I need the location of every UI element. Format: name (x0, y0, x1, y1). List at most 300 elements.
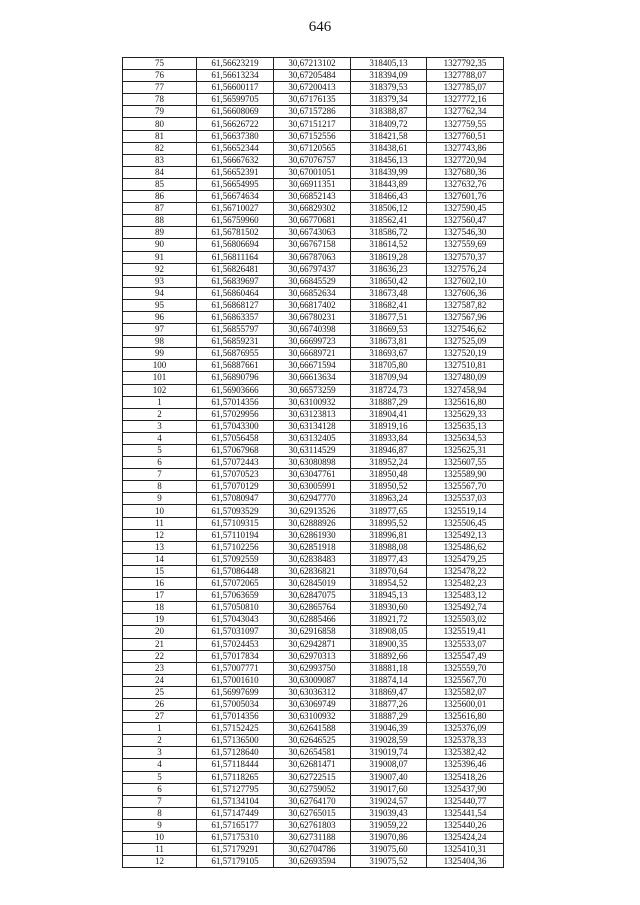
table-row (123, 239, 504, 251)
longitude-cell: 30,63114529 (274, 445, 351, 457)
x-coordinate-cell: 318995,52 (351, 517, 427, 529)
latitude-cell: 61,56759960 (197, 215, 274, 227)
y-coordinate-cell: 1325559,70 (427, 662, 504, 674)
longitude-cell: 30,63100932 (274, 396, 351, 408)
table-row (123, 553, 504, 565)
latitude-cell: 61,56859231 (197, 336, 274, 348)
x-coordinate-cell: 318466,43 (351, 191, 427, 203)
longitude-cell: 30,67120565 (274, 142, 351, 154)
point-number-cell: 1 (123, 723, 197, 735)
table-row (123, 529, 504, 541)
x-coordinate-cell: 318869,47 (351, 686, 427, 698)
y-coordinate-cell: 1325478,22 (427, 565, 504, 577)
x-coordinate-cell: 318950,52 (351, 481, 427, 493)
table-row (123, 578, 504, 590)
table-row (123, 58, 504, 70)
table-row (123, 178, 504, 190)
longitude-cell: 30,67200413 (274, 82, 351, 94)
point-number-cell: 80 (123, 118, 197, 130)
point-number-cell: 6 (123, 783, 197, 795)
table-row (123, 686, 504, 698)
longitude-cell: 30,67001051 (274, 166, 351, 178)
point-number-cell: 1 (123, 396, 197, 408)
longitude-cell: 30,62885466 (274, 614, 351, 626)
point-number-cell: 15 (123, 565, 197, 577)
longitude-cell: 30,63134128 (274, 420, 351, 432)
x-coordinate-cell: 319075,60 (351, 844, 427, 856)
latitude-cell: 61,56860464 (197, 287, 274, 299)
table-row (123, 106, 504, 118)
latitude-cell: 61,56608069 (197, 106, 274, 118)
latitude-cell: 61,56997699 (197, 686, 274, 698)
longitude-cell: 30,67157286 (274, 106, 351, 118)
latitude-cell: 61,57147449 (197, 807, 274, 819)
table-row (123, 263, 504, 275)
point-number-cell: 11 (123, 517, 197, 529)
point-number-cell: 97 (123, 324, 197, 336)
y-coordinate-cell: 1327525,09 (427, 336, 504, 348)
y-coordinate-cell: 1325424,24 (427, 832, 504, 844)
point-number-cell: 93 (123, 275, 197, 287)
latitude-cell: 61,57072443 (197, 457, 274, 469)
y-coordinate-cell: 1325616,80 (427, 396, 504, 408)
table-row (123, 336, 504, 348)
y-coordinate-cell: 1327587,82 (427, 299, 504, 311)
point-number-cell: 99 (123, 348, 197, 360)
longitude-cell: 30,67213102 (274, 58, 351, 70)
longitude-cell: 30,62759052 (274, 783, 351, 795)
point-number-cell: 98 (123, 336, 197, 348)
x-coordinate-cell: 318977,65 (351, 505, 427, 517)
x-coordinate-cell: 318586,72 (351, 227, 427, 239)
table-row (123, 324, 504, 336)
longitude-cell: 30,62704786 (274, 844, 351, 856)
table-row (123, 602, 504, 614)
latitude-cell: 61,56652344 (197, 142, 274, 154)
point-number-cell: 19 (123, 614, 197, 626)
point-number-cell: 81 (123, 130, 197, 142)
x-coordinate-cell: 318919,16 (351, 420, 427, 432)
x-coordinate-cell: 318963,24 (351, 493, 427, 505)
y-coordinate-cell: 1325634,53 (427, 432, 504, 444)
page-number: 646 (308, 19, 332, 35)
latitude-cell: 61,56863357 (197, 311, 274, 323)
latitude-cell: 61,56637380 (197, 130, 274, 142)
point-number-cell: 22 (123, 650, 197, 662)
point-number-cell: 100 (123, 360, 197, 372)
point-number-cell: 102 (123, 384, 197, 396)
y-coordinate-cell: 1325486,62 (427, 541, 504, 553)
table-row (123, 517, 504, 529)
y-coordinate-cell: 1327520,19 (427, 348, 504, 360)
longitude-cell: 30,66787063 (274, 251, 351, 263)
y-coordinate-cell: 1325506,45 (427, 517, 504, 529)
x-coordinate-cell: 318877,26 (351, 698, 427, 710)
x-coordinate-cell: 318892,66 (351, 650, 427, 662)
longitude-cell: 30,62970313 (274, 650, 351, 662)
longitude-cell: 30,63069749 (274, 698, 351, 710)
latitude-cell: 61,56674634 (197, 191, 274, 203)
latitude-cell: 61,57029956 (197, 408, 274, 420)
x-coordinate-cell: 318650,42 (351, 275, 427, 287)
latitude-cell: 61,57086448 (197, 565, 274, 577)
longitude-cell: 30,62845019 (274, 578, 351, 590)
x-coordinate-cell: 318693,67 (351, 348, 427, 360)
latitude-cell: 61,56652391 (197, 166, 274, 178)
point-number-cell: 78 (123, 94, 197, 106)
x-coordinate-cell: 318970,64 (351, 565, 427, 577)
point-number-cell: 9 (123, 819, 197, 831)
table-row (123, 166, 504, 178)
y-coordinate-cell: 1327680,36 (427, 166, 504, 178)
latitude-cell: 61,56599705 (197, 94, 274, 106)
point-number-cell: 4 (123, 759, 197, 771)
table-row (123, 650, 504, 662)
table-row (123, 70, 504, 82)
table-row (123, 819, 504, 831)
point-number-cell: 101 (123, 372, 197, 384)
y-coordinate-cell: 1325418,26 (427, 771, 504, 783)
point-number-cell: 9 (123, 493, 197, 505)
longitude-cell: 30,62865764 (274, 602, 351, 614)
longitude-cell: 30,62861930 (274, 529, 351, 541)
x-coordinate-cell: 318954,52 (351, 578, 427, 590)
longitude-cell: 30,67152556 (274, 130, 351, 142)
x-coordinate-cell: 318952,24 (351, 457, 427, 469)
x-coordinate-cell: 318562,41 (351, 215, 427, 227)
point-number-cell: 96 (123, 311, 197, 323)
table-row (123, 420, 504, 432)
x-coordinate-cell: 318636,23 (351, 263, 427, 275)
latitude-cell: 61,56826481 (197, 263, 274, 275)
table-row (123, 807, 504, 819)
y-coordinate-cell: 1325441,54 (427, 807, 504, 819)
latitude-cell: 61,57134104 (197, 795, 274, 807)
table-row (123, 154, 504, 166)
longitude-cell: 30,62765015 (274, 807, 351, 819)
y-coordinate-cell: 1327546,30 (427, 227, 504, 239)
table-row (123, 142, 504, 154)
latitude-cell: 61,57043043 (197, 614, 274, 626)
latitude-cell: 61,57127795 (197, 783, 274, 795)
table-row (123, 275, 504, 287)
x-coordinate-cell: 318709,94 (351, 372, 427, 384)
longitude-cell: 30,63036312 (274, 686, 351, 698)
longitude-cell: 30,62913526 (274, 505, 351, 517)
table-row (123, 348, 504, 360)
longitude-cell: 30,62764170 (274, 795, 351, 807)
table-row (123, 445, 504, 457)
latitude-cell: 61,57175310 (197, 832, 274, 844)
latitude-cell: 61,57050810 (197, 602, 274, 614)
latitude-cell: 61,56855797 (197, 324, 274, 336)
latitude-cell: 61,56890796 (197, 372, 274, 384)
latitude-cell: 61,57017834 (197, 650, 274, 662)
y-coordinate-cell: 1325616,80 (427, 711, 504, 723)
x-coordinate-cell: 318705,80 (351, 360, 427, 372)
longitude-cell: 30,66613634 (274, 372, 351, 384)
point-number-cell: 88 (123, 215, 197, 227)
longitude-cell: 30,62654581 (274, 747, 351, 759)
y-coordinate-cell: 1327772,16 (427, 94, 504, 106)
table-row (123, 82, 504, 94)
x-coordinate-cell: 318950,48 (351, 469, 427, 481)
latitude-cell: 61,57014356 (197, 396, 274, 408)
point-number-cell: 77 (123, 82, 197, 94)
point-number-cell: 86 (123, 191, 197, 203)
latitude-cell: 61,57056458 (197, 432, 274, 444)
point-number-cell: 6 (123, 457, 197, 469)
x-coordinate-cell: 318421,58 (351, 130, 427, 142)
y-coordinate-cell: 1327632,76 (427, 178, 504, 190)
table-row (123, 505, 504, 517)
point-number-cell: 8 (123, 481, 197, 493)
x-coordinate-cell: 318904,41 (351, 408, 427, 420)
y-coordinate-cell: 1327602,10 (427, 275, 504, 287)
y-coordinate-cell: 1325589,90 (427, 469, 504, 481)
y-coordinate-cell: 1325440,26 (427, 819, 504, 831)
y-coordinate-cell: 1325533,07 (427, 638, 504, 650)
latitude-cell: 61,56811164 (197, 251, 274, 263)
latitude-cell: 61,57067968 (197, 445, 274, 457)
x-coordinate-cell: 318933,84 (351, 432, 427, 444)
table-row (123, 299, 504, 311)
latitude-cell: 61,56600117 (197, 82, 274, 94)
latitude-cell: 61,56654995 (197, 178, 274, 190)
longitude-cell: 30,67176135 (274, 94, 351, 106)
table-row (123, 227, 504, 239)
y-coordinate-cell: 1327601,76 (427, 191, 504, 203)
table-row (123, 215, 504, 227)
longitude-cell: 30,62947770 (274, 493, 351, 505)
latitude-cell: 61,57070129 (197, 481, 274, 493)
latitude-cell: 61,56667632 (197, 154, 274, 166)
y-coordinate-cell: 1325440,77 (427, 795, 504, 807)
y-coordinate-cell: 1327590,45 (427, 203, 504, 215)
longitude-cell: 30,62731188 (274, 832, 351, 844)
latitude-cell: 61,56623219 (197, 58, 274, 70)
point-number-cell: 8 (123, 807, 197, 819)
point-number-cell: 16 (123, 578, 197, 590)
table-row (123, 759, 504, 771)
longitude-cell: 30,63047761 (274, 469, 351, 481)
x-coordinate-cell: 318439,99 (351, 166, 427, 178)
latitude-cell: 61,56876955 (197, 348, 274, 360)
latitude-cell: 61,57118265 (197, 771, 274, 783)
longitude-cell: 30,66817402 (274, 299, 351, 311)
y-coordinate-cell: 1325567,70 (427, 481, 504, 493)
y-coordinate-cell: 1327560,47 (427, 215, 504, 227)
longitude-cell: 30,66573259 (274, 384, 351, 396)
latitude-cell: 61,57093529 (197, 505, 274, 517)
x-coordinate-cell: 318379,53 (351, 82, 427, 94)
latitude-cell: 61,57063659 (197, 590, 274, 602)
table-row (123, 432, 504, 444)
x-coordinate-cell: 318988,08 (351, 541, 427, 553)
latitude-cell: 61,57005034 (197, 698, 274, 710)
longitude-cell: 30,62646525 (274, 735, 351, 747)
y-coordinate-cell: 1327567,96 (427, 311, 504, 323)
table-row (123, 94, 504, 106)
longitude-cell: 30,66671594 (274, 360, 351, 372)
longitude-cell: 30,62761803 (274, 819, 351, 831)
table-row (123, 287, 504, 299)
latitude-cell: 61,57024453 (197, 638, 274, 650)
x-coordinate-cell: 318724,73 (351, 384, 427, 396)
y-coordinate-cell: 1327759,55 (427, 118, 504, 130)
x-coordinate-cell: 318673,81 (351, 336, 427, 348)
table-row (123, 832, 504, 844)
x-coordinate-cell: 318379,34 (351, 94, 427, 106)
point-number-cell: 85 (123, 178, 197, 190)
x-coordinate-cell: 318996,81 (351, 529, 427, 541)
point-number-cell: 89 (123, 227, 197, 239)
x-coordinate-cell: 318438,61 (351, 142, 427, 154)
table-row (123, 191, 504, 203)
latitude-cell: 61,56710027 (197, 203, 274, 215)
point-number-cell: 13 (123, 541, 197, 553)
latitude-cell: 61,57109315 (197, 517, 274, 529)
x-coordinate-cell: 318409,72 (351, 118, 427, 130)
x-coordinate-cell: 318456,13 (351, 154, 427, 166)
x-coordinate-cell: 318881,18 (351, 662, 427, 674)
point-number-cell: 24 (123, 674, 197, 686)
y-coordinate-cell: 1325519,14 (427, 505, 504, 517)
longitude-cell: 30,66797437 (274, 263, 351, 275)
x-coordinate-cell: 318887,29 (351, 711, 427, 723)
longitude-cell: 30,63080898 (274, 457, 351, 469)
y-coordinate-cell: 1327788,07 (427, 70, 504, 82)
table-row (123, 638, 504, 650)
table-row (123, 735, 504, 747)
point-number-cell: 84 (123, 166, 197, 178)
point-number-cell: 75 (123, 58, 197, 70)
point-number-cell: 21 (123, 638, 197, 650)
longitude-cell: 30,66852143 (274, 191, 351, 203)
latitude-cell: 61,56887661 (197, 360, 274, 372)
longitude-cell: 30,63100932 (274, 711, 351, 723)
table-row (123, 130, 504, 142)
latitude-cell: 61,57179291 (197, 844, 274, 856)
x-coordinate-cell: 319046,39 (351, 723, 427, 735)
latitude-cell: 61,57007771 (197, 662, 274, 674)
table-row (123, 118, 504, 130)
y-coordinate-cell: 1327760,51 (427, 130, 504, 142)
latitude-cell: 61,57014356 (197, 711, 274, 723)
x-coordinate-cell: 319008,07 (351, 759, 427, 771)
table-row (123, 711, 504, 723)
point-number-cell: 76 (123, 70, 197, 82)
x-coordinate-cell: 319007,40 (351, 771, 427, 783)
point-number-cell: 25 (123, 686, 197, 698)
latitude-cell: 61,57152425 (197, 723, 274, 735)
table-row (123, 674, 504, 686)
x-coordinate-cell: 319070,86 (351, 832, 427, 844)
table-row (123, 771, 504, 783)
longitude-cell: 30,62836821 (274, 565, 351, 577)
y-coordinate-cell: 1327570,37 (427, 251, 504, 263)
y-coordinate-cell: 1325404,36 (427, 856, 504, 868)
x-coordinate-cell: 318946,87 (351, 445, 427, 457)
point-number-cell: 27 (123, 711, 197, 723)
table-row (123, 626, 504, 638)
table-row (123, 565, 504, 577)
point-number-cell: 26 (123, 698, 197, 710)
latitude-cell: 61,57080947 (197, 493, 274, 505)
point-number-cell: 4 (123, 432, 197, 444)
y-coordinate-cell: 1325492,74 (427, 602, 504, 614)
y-coordinate-cell: 1327510,81 (427, 360, 504, 372)
point-number-cell: 82 (123, 142, 197, 154)
table-row (123, 590, 504, 602)
y-coordinate-cell: 1325483,12 (427, 590, 504, 602)
table-row (123, 856, 504, 868)
latitude-cell: 61,56781502 (197, 227, 274, 239)
y-coordinate-cell: 1325547,49 (427, 650, 504, 662)
y-coordinate-cell: 1327606,36 (427, 287, 504, 299)
y-coordinate-cell: 1325479,25 (427, 553, 504, 565)
table-row (123, 723, 504, 735)
table-row (123, 783, 504, 795)
y-coordinate-cell: 1325482,23 (427, 578, 504, 590)
point-number-cell: 2 (123, 735, 197, 747)
table-row (123, 384, 504, 396)
y-coordinate-cell: 1325378,33 (427, 735, 504, 747)
y-coordinate-cell: 1325582,07 (427, 686, 504, 698)
point-number-cell: 5 (123, 445, 197, 457)
point-number-cell: 5 (123, 771, 197, 783)
y-coordinate-cell: 1325629,33 (427, 408, 504, 420)
y-coordinate-cell: 1325635,13 (427, 420, 504, 432)
longitude-cell: 30,67151217 (274, 118, 351, 130)
longitude-cell: 30,66743063 (274, 227, 351, 239)
longitude-cell: 30,62681471 (274, 759, 351, 771)
table-row (123, 396, 504, 408)
table-row (123, 251, 504, 263)
longitude-cell: 30,66780231 (274, 311, 351, 323)
x-coordinate-cell: 318614,52 (351, 239, 427, 251)
point-number-cell: 23 (123, 662, 197, 674)
latitude-cell: 61,56903666 (197, 384, 274, 396)
y-coordinate-cell: 1327720,94 (427, 154, 504, 166)
x-coordinate-cell: 318677,51 (351, 311, 427, 323)
longitude-cell: 30,62888926 (274, 517, 351, 529)
longitude-cell: 30,66911351 (274, 178, 351, 190)
y-coordinate-cell: 1327458,94 (427, 384, 504, 396)
latitude-cell: 61,56868127 (197, 299, 274, 311)
longitude-cell: 30,66770681 (274, 215, 351, 227)
y-coordinate-cell: 1325410,31 (427, 844, 504, 856)
latitude-cell: 61,57043300 (197, 420, 274, 432)
table-row (123, 203, 504, 215)
table-row (123, 360, 504, 372)
y-coordinate-cell: 1327792,35 (427, 58, 504, 70)
x-coordinate-cell: 318388,87 (351, 106, 427, 118)
x-coordinate-cell: 318443,89 (351, 178, 427, 190)
longitude-cell: 30,62838483 (274, 553, 351, 565)
table-row (123, 844, 504, 856)
table-row (123, 662, 504, 674)
latitude-cell: 61,57072065 (197, 578, 274, 590)
x-coordinate-cell: 319028,59 (351, 735, 427, 747)
y-coordinate-cell: 1325382,42 (427, 747, 504, 759)
latitude-cell: 61,57118444 (197, 759, 274, 771)
y-coordinate-cell: 1325492,13 (427, 529, 504, 541)
x-coordinate-cell: 319024,57 (351, 795, 427, 807)
x-coordinate-cell: 319017,60 (351, 783, 427, 795)
table-row (123, 311, 504, 323)
longitude-cell: 30,62993750 (274, 662, 351, 674)
